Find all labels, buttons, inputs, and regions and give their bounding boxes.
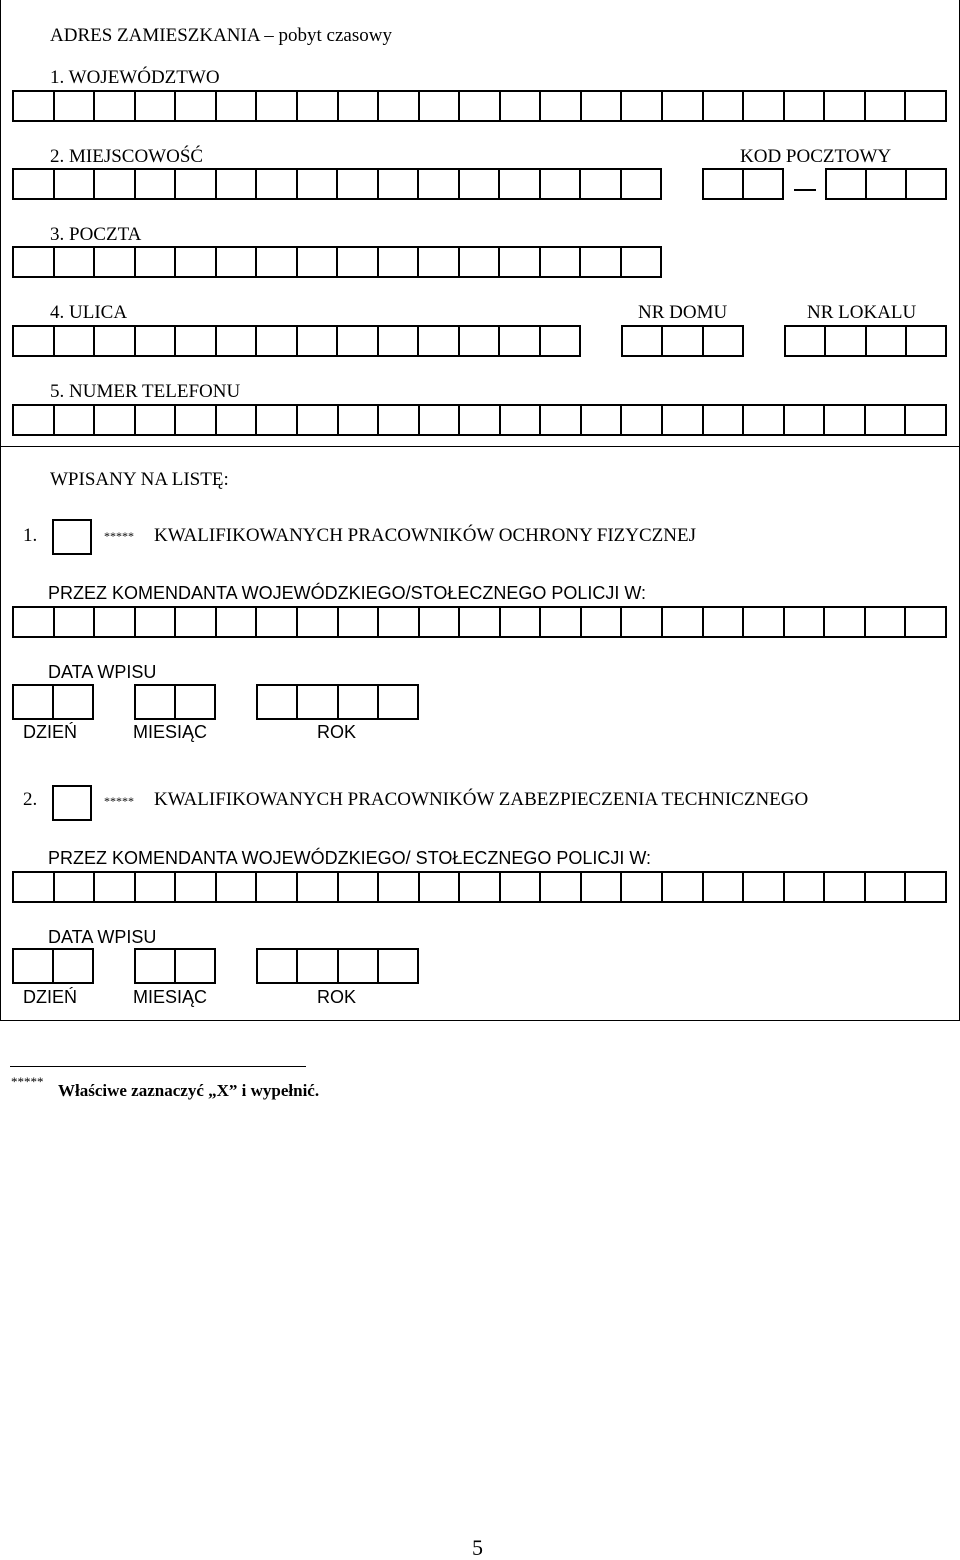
character-cell[interactable] (867, 170, 907, 198)
character-cell[interactable] (379, 950, 417, 982)
option1-number: 1. (23, 525, 38, 546)
character-cell[interactable] (95, 92, 136, 120)
option1-year-label: ROK (317, 722, 357, 742)
character-cell[interactable] (339, 873, 380, 901)
character-cell[interactable] (906, 873, 945, 901)
character-cell[interactable] (136, 248, 177, 276)
character-cell[interactable] (907, 170, 945, 198)
character-cell[interactable] (298, 686, 338, 718)
option1-year-field[interactable] (256, 684, 419, 720)
character-cell[interactable] (419, 248, 460, 276)
character-cell[interactable] (257, 170, 298, 198)
character-cell[interactable] (95, 248, 136, 276)
character-cell[interactable] (704, 406, 745, 434)
footnote-text: Właściwe zaznaczyć „X” i wypełnić. (58, 1081, 320, 1100)
character-cell[interactable] (217, 327, 258, 355)
character-cell[interactable] (217, 406, 258, 434)
option1-month-field[interactable] (134, 684, 216, 720)
character-cell[interactable] (339, 406, 380, 434)
character-cell[interactable] (338, 170, 379, 198)
character-cell[interactable] (906, 608, 945, 636)
option2-title: KWALIFIKOWANYCH PRACOWNIKÓW ZABEZPIECZENIA TECHNICZNEGO (154, 789, 809, 810)
character-cell[interactable] (866, 92, 907, 120)
character-cell[interactable] (825, 406, 866, 434)
character-cell[interactable] (786, 327, 826, 355)
character-cell[interactable] (14, 170, 55, 198)
character-cell[interactable] (298, 170, 339, 198)
character-cell[interactable] (744, 608, 785, 636)
character-cell[interactable] (176, 950, 214, 982)
character-cell[interactable] (298, 327, 339, 355)
character-cell[interactable] (217, 873, 258, 901)
character-cell[interactable] (501, 406, 542, 434)
character-cell[interactable] (14, 406, 55, 434)
character-cell[interactable] (827, 170, 867, 198)
option1-month-label: MIESIĄC (133, 722, 208, 742)
character-cell[interactable] (339, 608, 380, 636)
house-no-field[interactable] (621, 325, 744, 357)
character-cell[interactable] (257, 406, 298, 434)
address-heading: ADRES ZAMIESZKANIA – pobyt czasowy (50, 25, 392, 46)
character-cell[interactable] (136, 92, 177, 120)
character-cell[interactable] (55, 873, 96, 901)
character-cell[interactable] (460, 248, 501, 276)
character-cell[interactable] (379, 686, 417, 718)
character-cell[interactable] (136, 686, 176, 718)
option2-month-label: MIESIĄC (133, 987, 208, 1007)
option1-authority-field[interactable] (12, 606, 947, 638)
character-cell[interactable] (298, 248, 339, 276)
option2-day-label: DZIEŃ (23, 987, 77, 1007)
character-cell[interactable] (704, 873, 745, 901)
option2-authority-field[interactable] (12, 871, 947, 903)
character-cell[interactable] (14, 686, 54, 718)
character-cell[interactable] (339, 686, 379, 718)
character-cell[interactable] (582, 92, 623, 120)
character-cell[interactable] (541, 170, 582, 198)
street-field[interactable] (12, 325, 581, 357)
option2-stars: ***** (104, 794, 134, 808)
character-cell[interactable] (906, 406, 945, 434)
character-cell[interactable] (866, 406, 907, 434)
post-office-label: 3. POCZTA (50, 224, 142, 245)
character-cell[interactable] (704, 170, 744, 198)
option2-day-field[interactable] (12, 948, 94, 984)
character-cell[interactable] (419, 170, 460, 198)
character-cell[interactable] (176, 92, 217, 120)
character-cell[interactable] (541, 248, 582, 276)
character-cell[interactable] (420, 92, 461, 120)
character-cell[interactable] (867, 327, 907, 355)
character-cell[interactable] (217, 92, 258, 120)
character-cell[interactable] (298, 873, 339, 901)
character-cell[interactable] (419, 327, 460, 355)
character-cell[interactable] (825, 92, 866, 120)
character-cell[interactable] (785, 406, 826, 434)
character-cell[interactable] (55, 406, 96, 434)
character-cell[interactable] (744, 873, 785, 901)
character-cell[interactable] (257, 327, 298, 355)
character-cell[interactable] (622, 608, 663, 636)
character-cell[interactable] (95, 170, 136, 198)
character-cell[interactable] (460, 92, 501, 120)
character-cell[interactable] (460, 406, 501, 434)
character-cell[interactable] (785, 873, 826, 901)
character-cell[interactable] (176, 686, 214, 718)
character-cell[interactable] (14, 327, 55, 355)
locality-field[interactable] (12, 168, 662, 200)
character-cell[interactable] (379, 873, 420, 901)
character-cell[interactable] (136, 327, 177, 355)
character-cell[interactable] (14, 608, 55, 636)
character-cell[interactable] (95, 327, 136, 355)
option2-date-label: DATA WPISU (48, 927, 157, 947)
character-cell[interactable] (339, 950, 379, 982)
character-cell[interactable] (500, 248, 541, 276)
character-cell[interactable] (55, 608, 96, 636)
character-cell[interactable] (14, 92, 55, 120)
postal-code-label: KOD POCZTOWY (740, 146, 892, 167)
character-cell[interactable] (581, 170, 622, 198)
character-cell[interactable] (379, 608, 420, 636)
character-cell[interactable] (825, 873, 866, 901)
street-label: 4. ULICA (50, 302, 128, 323)
character-cell[interactable] (257, 248, 298, 276)
phone-field[interactable] (12, 404, 947, 436)
character-cell[interactable] (95, 406, 136, 434)
apartment-no-label: NR LOKALU (807, 302, 917, 323)
character-cell[interactable] (460, 608, 501, 636)
character-cell[interactable] (826, 327, 866, 355)
character-cell[interactable] (866, 873, 907, 901)
character-cell[interactable] (55, 170, 96, 198)
character-cell[interactable] (460, 170, 501, 198)
character-cell[interactable] (825, 608, 866, 636)
character-cell[interactable] (136, 608, 177, 636)
character-cell[interactable] (744, 170, 782, 198)
option1-title: KWALIFIKOWANYCH PRACOWNIKÓW OCHRONY FIZYCZNEJ (154, 525, 697, 546)
character-cell[interactable] (622, 406, 663, 434)
character-cell[interactable] (298, 608, 339, 636)
character-cell[interactable] (298, 950, 338, 982)
character-cell[interactable] (379, 92, 420, 120)
character-cell[interactable] (866, 608, 907, 636)
character-cell[interactable] (257, 873, 298, 901)
page-number: 5 (472, 1535, 483, 1560)
character-cell[interactable] (55, 92, 96, 120)
character-cell[interactable] (55, 327, 96, 355)
character-cell[interactable] (704, 327, 742, 355)
character-cell[interactable] (176, 873, 217, 901)
character-cell[interactable] (14, 873, 55, 901)
character-cell[interactable] (622, 873, 663, 901)
character-cell[interactable] (785, 608, 826, 636)
character-cell[interactable] (257, 608, 298, 636)
character-cell[interactable] (379, 327, 420, 355)
listing-heading: WPISANY NA LISTĘ: (50, 469, 229, 490)
post-office-field[interactable] (12, 246, 662, 278)
character-cell[interactable] (744, 406, 785, 434)
character-cell[interactable] (298, 92, 339, 120)
character-cell[interactable] (541, 873, 582, 901)
character-cell[interactable] (176, 327, 217, 355)
character-cell[interactable] (663, 406, 704, 434)
character-cell[interactable] (906, 92, 945, 120)
character-cell[interactable] (379, 406, 420, 434)
character-cell[interactable] (54, 950, 92, 982)
character-cell[interactable] (176, 170, 217, 198)
character-cell[interactable] (663, 873, 704, 901)
character-cell[interactable] (55, 248, 96, 276)
character-cell[interactable] (460, 873, 501, 901)
character-cell[interactable] (541, 406, 582, 434)
option1-day-field[interactable] (12, 684, 94, 720)
footnote-separator (10, 1066, 306, 1067)
option2-checkbox[interactable] (52, 785, 92, 821)
character-cell[interactable] (622, 92, 663, 120)
character-cell[interactable] (176, 248, 217, 276)
character-cell[interactable] (541, 327, 580, 355)
character-cell[interactable] (663, 327, 703, 355)
option2-year-label: ROK (317, 987, 357, 1007)
character-cell[interactable] (217, 170, 258, 198)
postal-code-first-field[interactable] (702, 168, 784, 200)
option1-stars: ***** (104, 529, 134, 543)
option2-authority-label: PRZEZ KOMENDANTA WOJEWÓDZKIEGO/ STOŁECZNEGO POLICJI W: (48, 848, 652, 868)
option2-year-field[interactable] (256, 948, 419, 984)
character-cell[interactable] (622, 248, 661, 276)
character-cell[interactable] (744, 92, 785, 120)
character-cell[interactable] (95, 608, 136, 636)
character-cell[interactable] (501, 608, 542, 636)
character-cell[interactable] (339, 92, 380, 120)
character-cell[interactable] (14, 950, 54, 982)
character-cell[interactable] (136, 950, 176, 982)
character-cell[interactable] (907, 327, 945, 355)
character-cell[interactable] (581, 248, 622, 276)
character-cell[interactable] (501, 873, 542, 901)
character-cell[interactable] (663, 92, 704, 120)
character-cell[interactable] (501, 92, 542, 120)
character-cell[interactable] (54, 686, 92, 718)
house-no-label: NR DOMU (638, 302, 728, 323)
option1-authority-label: PRZEZ KOMENDANTA WOJEWÓDZKIEGO/STOŁECZNEGO POLICJI W: (48, 583, 647, 603)
option1-day-label: DZIEŃ (23, 722, 77, 742)
character-cell[interactable] (420, 608, 461, 636)
character-cell[interactable] (217, 248, 258, 276)
character-cell[interactable] (258, 950, 298, 982)
character-cell[interactable] (176, 406, 217, 434)
locality-label: 2. MIEJSCOWOŚĆ (50, 146, 204, 167)
option1-checkbox[interactable] (52, 519, 92, 555)
character-cell[interactable] (136, 170, 177, 198)
postal-code-dash (794, 189, 816, 191)
character-cell[interactable] (420, 406, 461, 434)
character-cell[interactable] (582, 406, 623, 434)
character-cell[interactable] (541, 608, 582, 636)
character-cell[interactable] (541, 92, 582, 120)
character-cell[interactable] (420, 873, 461, 901)
apartment-no-field[interactable] (784, 325, 947, 357)
character-cell[interactable] (704, 92, 745, 120)
phone-label: 5. NUMER TELEFONU (50, 381, 241, 402)
character-cell[interactable] (298, 406, 339, 434)
character-cell[interactable] (704, 608, 745, 636)
section-bottom-border (0, 1020, 960, 1021)
character-cell[interactable] (257, 92, 298, 120)
footnote-stars: ***** (11, 1074, 44, 1089)
character-cell[interactable] (379, 248, 420, 276)
character-cell[interactable] (663, 608, 704, 636)
character-cell[interactable] (136, 406, 177, 434)
option2-number: 2. (23, 789, 38, 810)
character-cell[interactable] (622, 170, 661, 198)
character-cell[interactable] (500, 327, 541, 355)
character-cell[interactable] (338, 327, 379, 355)
character-cell[interactable] (338, 248, 379, 276)
character-cell[interactable] (460, 327, 501, 355)
character-cell[interactable] (500, 170, 541, 198)
postal-code-second-field[interactable] (825, 168, 947, 200)
option2-month-field[interactable] (134, 948, 216, 984)
character-cell[interactable] (14, 248, 55, 276)
character-cell[interactable] (136, 873, 177, 901)
option1-date-label: DATA WPISU (48, 662, 157, 682)
character-cell[interactable] (95, 873, 136, 901)
character-cell[interactable] (258, 686, 298, 718)
character-cell[interactable] (785, 92, 826, 120)
character-cell[interactable] (217, 608, 258, 636)
character-cell[interactable] (176, 608, 217, 636)
voivodeship-label: 1. WOJEWÓDZTWO (50, 67, 220, 88)
character-cell[interactable] (379, 170, 420, 198)
character-cell[interactable] (623, 327, 663, 355)
character-cell[interactable] (582, 873, 623, 901)
character-cell[interactable] (582, 608, 623, 636)
voivodeship-field[interactable] (12, 90, 947, 122)
